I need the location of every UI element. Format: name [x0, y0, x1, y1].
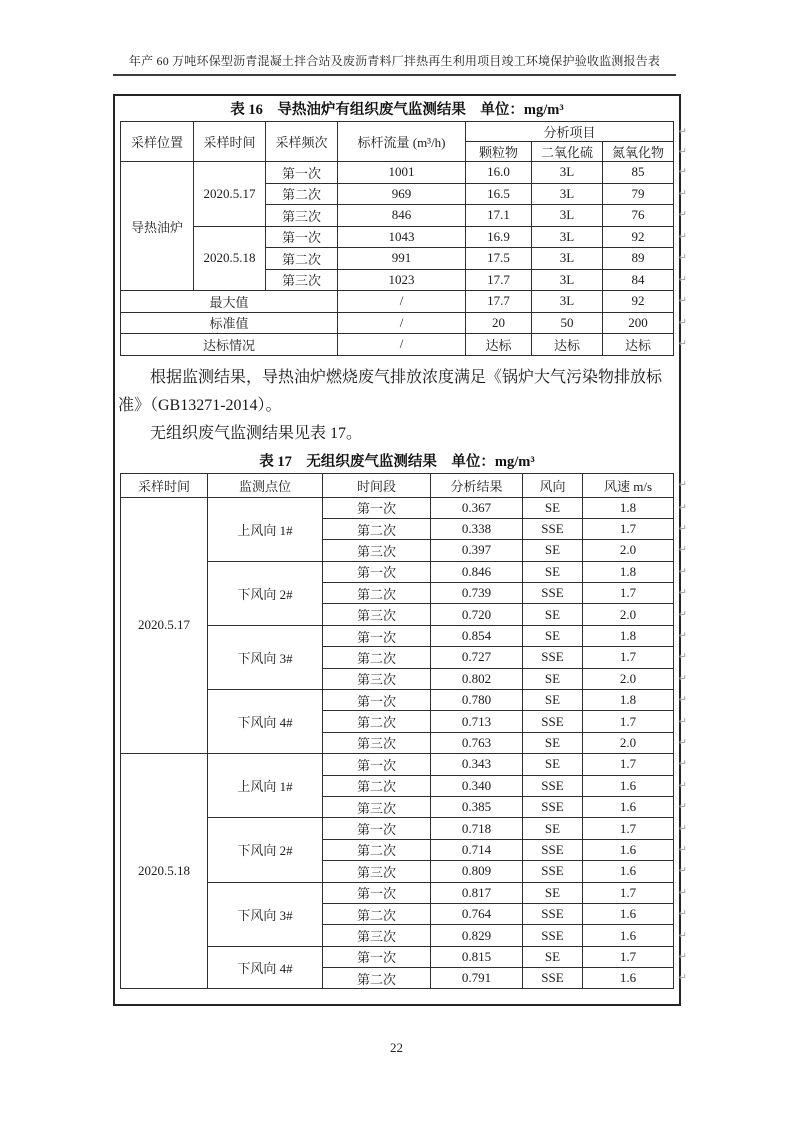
data-cell: 达标	[466, 334, 532, 356]
return-mark-icon: ↵	[678, 865, 687, 877]
table-row	[121, 291, 674, 313]
data-cell: SSE	[523, 775, 583, 796]
data-cell: 第三次	[323, 925, 431, 946]
data-cell: 1001	[338, 162, 466, 184]
table17-title: 表 17 无组织废气监测结果 单位：mg/m³	[259, 453, 535, 470]
data-cell: 0.809	[431, 861, 523, 882]
data-cell: 16.0	[466, 162, 532, 184]
data-cell: 1.7 ↵	[583, 818, 674, 839]
data-cell: 1023	[338, 269, 466, 291]
return-mark-icon: ↵	[678, 972, 687, 984]
header-cell: 风速 m/s ↵	[583, 473, 674, 497]
data-cell: 1.6 ↵	[583, 903, 674, 924]
header-cell: 分析结果	[431, 473, 523, 497]
return-mark-icon: ↵	[678, 523, 687, 535]
monitor-point-cell: 下风向 2#	[208, 561, 323, 625]
header-cell: 时间段	[323, 473, 431, 497]
data-cell: 第三次	[266, 269, 338, 291]
data-cell: SE	[523, 946, 583, 967]
data-cell: 20	[466, 312, 532, 334]
return-mark-icon: ↵	[678, 651, 687, 663]
header-cell: 采样时间	[121, 473, 208, 497]
data-cell: 第一次	[323, 561, 431, 582]
data-cell: 85 ↵	[603, 162, 674, 184]
data-cell: 第一次	[266, 162, 338, 184]
data-cell: 第一次	[323, 625, 431, 646]
data-cell: 1.8 ↵	[583, 561, 674, 582]
data-cell: 0.713	[431, 711, 523, 732]
return-mark-icon: ↵	[678, 252, 687, 264]
data-cell: 1.6 ↵	[583, 775, 674, 796]
data-cell: 第一次	[323, 497, 431, 518]
data-cell: 0.720	[431, 604, 523, 625]
table16-title: 表 16 导热油炉有组织废气监测结果 单位：mg/m³	[230, 102, 564, 118]
table-row	[121, 162, 674, 184]
result-paragraphs	[118, 364, 676, 448]
data-cell: 第三次	[323, 861, 431, 882]
return-mark-icon: ↵	[678, 823, 687, 835]
return-mark-icon: ↵	[678, 673, 687, 685]
data-cell: 0.739	[431, 583, 523, 604]
data-cell: 1.8 ↵	[583, 625, 674, 646]
data-cell: 16.9	[466, 226, 532, 248]
data-cell: 16.5	[466, 183, 532, 205]
return-mark-icon: ↵	[678, 930, 687, 941]
data-cell: 0.780	[431, 690, 523, 711]
data-cell: 第三次	[323, 604, 431, 625]
return-mark-icon: ↵	[678, 274, 687, 286]
monitor-point-cell: 上风向 1#	[208, 754, 323, 818]
data-cell: 0.727	[431, 647, 523, 668]
page-header-title: 年产 60 万吨环保型沥青混凝土拌合站及废沥青料厂拌热再生利用项目竣工环境保护验收监测报告表	[113, 52, 676, 76]
data-cell: SE	[523, 497, 583, 518]
return-mark-icon: ↵	[678, 609, 687, 621]
data-cell: 2.0 ↵	[583, 732, 674, 753]
data-cell: 3L	[532, 248, 603, 270]
header-cell: 二氧化硫	[532, 142, 603, 162]
data-cell: SE	[523, 882, 583, 903]
data-cell: 17.7	[466, 291, 532, 313]
monitor-point-cell: 上风向 1#	[208, 497, 323, 561]
data-cell: 1.7 ↵	[583, 518, 674, 539]
data-cell: 1.7 ↵	[583, 647, 674, 668]
return-mark-icon: ↵	[678, 780, 687, 792]
data-cell: 0.763	[431, 732, 523, 753]
data-cell: SSE	[523, 647, 583, 668]
data-cell: SE	[523, 732, 583, 753]
page-number: 22	[390, 1040, 403, 1055]
data-cell: 2.0 ↵	[583, 668, 674, 689]
return-mark-icon: ↵	[678, 716, 687, 728]
table16	[120, 121, 687, 356]
data-cell: 第三次	[323, 668, 431, 689]
data-cell: SSE	[523, 968, 583, 989]
paragraph-see-table17: 无组织废气监测结果见表 17。	[150, 424, 363, 442]
data-cell: 1.6 ↵	[583, 839, 674, 860]
data-cell: SE	[523, 668, 583, 689]
table-row	[121, 334, 674, 356]
data-cell: 第二次	[323, 839, 431, 860]
data-cell: 0.714	[431, 839, 523, 860]
return-mark-icon: ↵	[678, 758, 687, 770]
data-cell: SSE	[523, 711, 583, 732]
monitor-point-cell: 下风向 4#	[208, 690, 323, 754]
return-mark-icon: ↵	[678, 166, 687, 178]
data-cell: 达标	[532, 334, 603, 356]
table16-body	[121, 162, 687, 356]
monitor-point-cell: 下风向 3#	[208, 882, 323, 946]
data-cell: 200 ↵	[603, 312, 674, 334]
data-cell: SE	[523, 818, 583, 839]
data-cell: 89 ↵	[603, 248, 674, 270]
return-mark-icon: ↵	[678, 479, 687, 491]
data-cell: 第一次	[323, 754, 431, 775]
data-cell: SSE	[523, 925, 583, 946]
data-cell: 第三次	[323, 540, 431, 561]
date-cell: 2020.5.17	[194, 162, 266, 227]
data-cell: 第二次	[323, 518, 431, 539]
data-cell: 1.7 ↵	[583, 711, 674, 732]
data-cell: 3L	[532, 269, 603, 291]
data-cell: 0.340	[431, 775, 523, 796]
data-cell: 969	[338, 183, 466, 205]
data-cell: 92 ↵	[603, 226, 674, 248]
return-mark-icon: ↵	[678, 146, 687, 157]
data-cell: 76 ↵	[603, 205, 674, 227]
data-cell: 第二次	[323, 903, 431, 924]
data-cell: SE	[523, 754, 583, 775]
data-cell: 第一次	[323, 946, 431, 967]
return-mark-icon: ↵	[678, 231, 687, 243]
data-cell: 第三次	[323, 796, 431, 817]
data-cell: 1.7 ↵	[583, 754, 674, 775]
data-cell: SE	[523, 604, 583, 625]
data-cell: 第二次	[323, 711, 431, 732]
data-cell: 2.0 ↵	[583, 540, 674, 561]
location-cell: 导热油炉	[121, 162, 194, 291]
return-mark-icon: ↵	[678, 844, 687, 856]
return-mark-icon: ↵	[678, 544, 687, 556]
header-cell: 氮氧化物 ↵	[603, 142, 674, 162]
data-cell: 17.1	[466, 205, 532, 227]
data-cell: 1.6 ↵	[583, 796, 674, 817]
data-cell: SE	[523, 690, 583, 711]
data-cell: 第三次	[266, 205, 338, 227]
data-cell: 0.854	[431, 625, 523, 646]
header-cell: 采样时间	[194, 122, 266, 162]
paragraph-conclusion: 根据监测结果，导热油炉燃烧废气排放浓度满足《锅炉大气污染物排放标准》（GB13271-2014）。	[118, 368, 663, 414]
data-cell: 84 ↵	[603, 269, 674, 291]
data-cell: 3L	[532, 291, 603, 313]
data-cell: 达标 ↵	[603, 334, 674, 356]
data-cell: 0.338	[431, 518, 523, 539]
data-cell: 1043	[338, 226, 466, 248]
data-cell: 0.718	[431, 818, 523, 839]
table-row	[121, 754, 674, 775]
data-cell: 79 ↵	[603, 183, 674, 205]
header-cell: 标杆流量 (m³/h)	[338, 122, 466, 162]
data-cell: 1.6 ↵	[583, 861, 674, 882]
data-cell: 0.829	[431, 925, 523, 946]
header-cell: 监测点位	[208, 473, 323, 497]
table17-body	[121, 497, 687, 989]
data-cell: 846	[338, 205, 466, 227]
header-cell: 颗粒物	[466, 142, 532, 162]
table-row	[121, 122, 674, 142]
table-row	[121, 226, 674, 248]
return-mark-icon: ↵	[678, 694, 687, 706]
date-cell: 2020.5.18	[194, 226, 266, 291]
data-cell: 第一次	[323, 882, 431, 903]
header-cell: 风向	[523, 473, 583, 497]
return-mark-icon: ↵	[678, 502, 687, 514]
data-cell: 0.802	[431, 668, 523, 689]
return-mark-icon: ↵	[678, 338, 687, 350]
return-mark-icon: ↵	[678, 737, 687, 749]
return-mark-icon: ↵	[678, 566, 687, 578]
header-cell-analysis-group: 分析项目 ↵	[466, 122, 674, 142]
data-cell: /	[338, 291, 466, 313]
data-cell: 0.397	[431, 540, 523, 561]
table17-head	[121, 473, 687, 497]
return-mark-icon: ↵	[678, 887, 687, 899]
table-row	[121, 312, 674, 334]
monitor-point-cell: 下风向 4#	[208, 946, 323, 989]
data-cell: SE	[523, 540, 583, 561]
return-mark-icon: ↵	[678, 908, 687, 920]
data-cell: 0.343	[431, 754, 523, 775]
return-mark-icon: ↵	[678, 801, 687, 813]
data-cell: 3L	[532, 205, 603, 227]
data-cell: 第二次	[323, 968, 431, 989]
table17	[120, 473, 687, 990]
data-cell: SSE	[523, 903, 583, 924]
return-mark-icon: ↵	[678, 295, 687, 307]
date-cell: 2020.5.17	[121, 497, 208, 754]
data-cell: /	[338, 334, 466, 356]
data-cell: 1.8 ↵	[583, 690, 674, 711]
data-cell: 0.764	[431, 903, 523, 924]
data-cell: 第二次	[266, 183, 338, 205]
data-cell: 第二次	[323, 647, 431, 668]
header-cell: 采样频次	[266, 122, 338, 162]
data-cell: 1.7 ↵	[583, 882, 674, 903]
return-mark-icon: ↵	[678, 630, 687, 642]
data-cell: 50	[532, 312, 603, 334]
data-cell: SSE	[523, 839, 583, 860]
data-cell: SE	[523, 625, 583, 646]
summary-label-cell: 达标情况	[121, 334, 338, 356]
summary-label-cell: 标准值	[121, 312, 338, 334]
data-cell: 17.7	[466, 269, 532, 291]
data-cell: 第一次	[266, 226, 338, 248]
table-row	[121, 473, 674, 497]
data-cell: 1.7 ↵	[583, 946, 674, 967]
data-cell: 第二次	[323, 583, 431, 604]
return-mark-icon: ↵	[678, 126, 687, 137]
data-cell: 第一次	[323, 818, 431, 839]
data-cell: 0.367	[431, 497, 523, 518]
data-cell: 0.385	[431, 796, 523, 817]
data-cell: SSE	[523, 861, 583, 882]
data-cell: SSE	[523, 583, 583, 604]
content-frame	[113, 94, 687, 1006]
data-cell: 0.817	[431, 882, 523, 903]
data-cell: 0.846	[431, 561, 523, 582]
data-cell: SSE	[523, 796, 583, 817]
data-cell: 0.791	[431, 968, 523, 989]
data-cell: 17.5	[466, 248, 532, 270]
return-mark-icon: ↵	[678, 587, 687, 599]
table-row	[121, 497, 674, 518]
summary-label-cell: 最大值	[121, 291, 338, 313]
data-cell: 第二次	[323, 775, 431, 796]
monitor-point-cell: 下风向 3#	[208, 625, 323, 689]
data-cell: 3L	[532, 162, 603, 184]
return-mark-icon: ↵	[678, 188, 687, 200]
data-cell: 2.0 ↵	[583, 604, 674, 625]
data-cell: 第三次	[323, 732, 431, 753]
data-cell: 3L	[532, 226, 603, 248]
data-cell: 第二次	[266, 248, 338, 270]
data-cell: /	[338, 312, 466, 334]
data-cell: 1.6 ↵	[583, 925, 674, 946]
data-cell: SSE	[523, 518, 583, 539]
return-mark-icon: ↵	[678, 317, 687, 329]
data-cell: 1.6 ↵	[583, 968, 674, 989]
data-cell: 0.815	[431, 946, 523, 967]
data-cell: 991	[338, 248, 466, 270]
data-cell: 1.7 ↵	[583, 583, 674, 604]
data-cell: SE	[523, 561, 583, 582]
monitor-point-cell: 下风向 2#	[208, 818, 323, 882]
date-cell: 2020.5.18	[121, 754, 208, 989]
return-mark-icon: ↵	[678, 951, 687, 963]
data-cell: 3L	[532, 183, 603, 205]
table16-head	[121, 122, 687, 162]
data-cell: 92 ↵	[603, 291, 674, 313]
return-mark-icon: ↵	[678, 209, 687, 221]
data-cell: 第一次	[323, 690, 431, 711]
data-cell: 1.8 ↵	[583, 497, 674, 518]
header-cell: 采样位置	[121, 122, 194, 162]
